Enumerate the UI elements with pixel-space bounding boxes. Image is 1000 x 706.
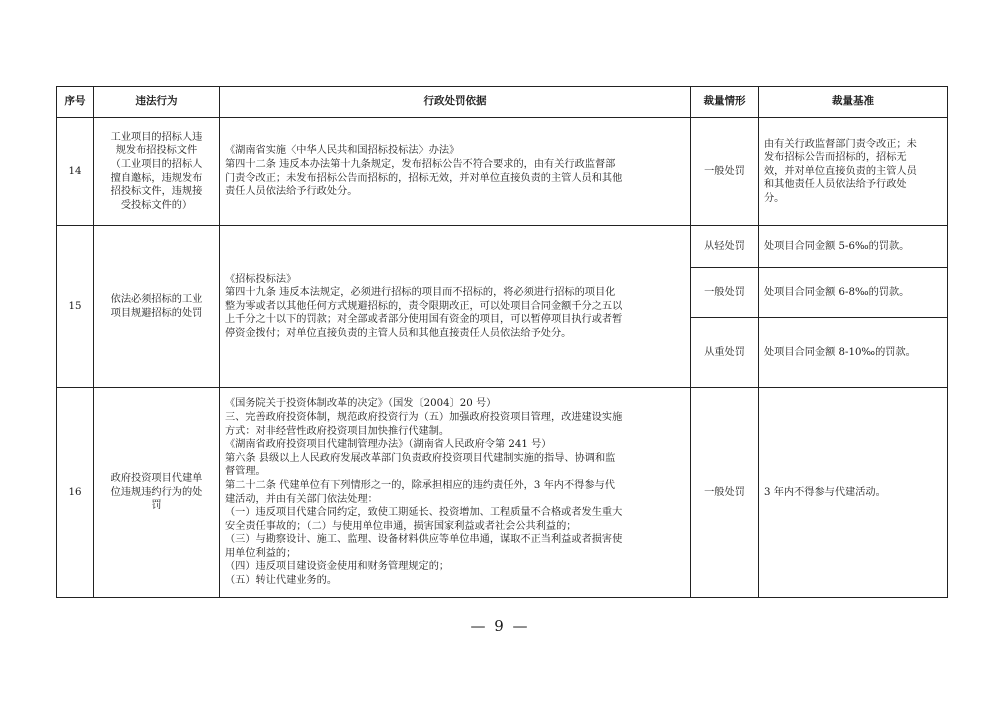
text-line: （四）违反项目建设资金使用和财务管理规定的； (225, 561, 450, 573)
text-line: 督管理。 (225, 466, 266, 478)
text-line: 受投标文件的） (120, 199, 193, 211)
cell-situation: 一般处罚 (691, 268, 759, 318)
page-number: — 9 — (470, 617, 530, 635)
text-line: 第六条 县级以上人民政府发展改革部门负责政府投资项目代建制实施的指导、协调和监 (225, 452, 616, 464)
text-line: （一）违反项目代建合同约定，致使工期延长、投资增加、工程质量不合格或者发生重大 (225, 507, 623, 519)
cell-row-number: 16 (57, 388, 94, 598)
text-line: 位违规违约行为的处 (110, 486, 203, 498)
header-situation: 裁量情形 (691, 87, 759, 118)
cell-situation: 从重处罚 (691, 318, 759, 388)
text-line: （三）与勘察设计、施工、监理、设备材料供应等单位串通，谋取不正当利益或者损害使 (225, 534, 623, 546)
text-line: 责任人员依法给予行政处分。 (225, 186, 358, 198)
cell-legal-basis (220, 118, 691, 226)
header-no: 序号 (57, 87, 94, 118)
cell-standard (759, 318, 948, 388)
text-line: 擅自邀标，违规发布 (110, 172, 203, 184)
table-row (57, 226, 948, 268)
penalty-table (56, 86, 948, 598)
text-line: 《湖南省实施〈中华人民共和国招标投标法〉办法》 (225, 145, 460, 157)
cell-standard (759, 226, 948, 268)
cell-standard (759, 388, 948, 598)
text-line: 政府投资项目代建单 (110, 473, 203, 485)
text-line: 用单位利益的； (225, 547, 297, 559)
text-line: 第二十二条 代建单位有下列情形之一的，除承担相应的违约责任外，3 年内不得参与代 (225, 479, 615, 491)
text-line: 安全责任事故的；（二）与使用单位串通，损害国家利益或者社会公共利益的； (225, 520, 577, 532)
text-line: 第四十二条 违反本办法第十九条规定，发布招标公告不符合要求的，由有关行政监督部 (225, 158, 616, 170)
header-row (57, 87, 948, 118)
text-line: （工业项目的招标人 (110, 158, 203, 170)
text-line: （五）转让代建业务的。 (225, 575, 338, 587)
cell-legal-basis (220, 226, 691, 388)
text-line: 三、完善政府投资体制，规范政府投资行为（五）加强政府投资项目管理，改进建设实施 (225, 411, 623, 423)
text-line: 方式：对非经营性政府投资项目加快推行代建制。 (225, 425, 450, 437)
cell-violation (94, 388, 220, 598)
text-line: 门责令改正；未发布招标公告而招标的，招标无效，并对单位直接负责的主管人员和其他 (225, 172, 623, 184)
text-line: 3 年内不得参与代建活动。 (764, 486, 886, 498)
header-basis: 行政处罚依据 (220, 87, 691, 118)
cell-violation (94, 118, 220, 226)
cell-standard (759, 268, 948, 318)
cell-row-number: 14 (57, 118, 94, 226)
cell-legal-basis (220, 388, 691, 598)
text-line: 依法必须招标的工业 (110, 293, 203, 305)
text-line: 《国务院关于投资体制改革的决定》（国发〔2004〕20 号） (225, 398, 497, 410)
cell-situation: 一般处罚 (691, 388, 759, 598)
table-row (57, 118, 948, 226)
cell-standard (759, 118, 948, 226)
text-line: 《招标投标法》 (225, 273, 297, 285)
text-line: 建活动，并由有关部门依法处理： (225, 493, 378, 505)
text-line: 处项目合同金额 6-8‰的罚款。 (764, 286, 910, 298)
cell-violation (94, 226, 220, 388)
text-line: 处项目合同金额 5-6‰的罚款。 (764, 240, 910, 252)
text-line: 上千分之十以下的罚款；对全部或者部分使用国有资金的项目，可以暂停项目执行或者暂 (225, 314, 623, 326)
cell-row-number: 15 (57, 226, 94, 388)
cell-situation: 一般处罚 (691, 118, 759, 226)
text-line: 项目规避招标的处罚 (110, 307, 203, 319)
text-line: 和其他责任人员依法给予行政处 (764, 179, 907, 191)
text-line: 招投标文件，违规接 (110, 186, 203, 198)
text-line: 由有关行政监督部门责令改正；未 (764, 138, 917, 150)
text-line: 停资金拨付；对单位直接负责的主管人员和其他直接责任人员依法给予处分。 (225, 327, 572, 339)
text-line: 罚 (151, 500, 162, 512)
text-line: 《湖南省政府投资项目代建制管理办法》（湖南省人民政府令第 241 号） (225, 439, 552, 451)
header-act: 违法行为 (94, 87, 220, 118)
text-line: 效，并对单位直接负责的主管人员 (764, 165, 917, 177)
text-line: 整为零或者以其他任何方式规避招标的，责令限期改正，可以处项目合同金额千分之五以 (225, 300, 623, 312)
cell-situation: 从轻处罚 (691, 226, 759, 268)
header-standard: 裁量基准 (759, 87, 948, 118)
text-line: 处项目合同金额 8-10‰的罚款。 (764, 346, 916, 358)
table-row (57, 388, 948, 598)
text-line: 规发布招投标文件 (115, 145, 198, 157)
text-line: 工业项目的招标人违 (110, 131, 203, 143)
text-line: 发布招标公告而招标的，招标无 (764, 152, 907, 164)
text-line: 分。 (764, 192, 785, 204)
text-line: 第四十九条 违反本法规定，必须进行招标的项目而不招标的，将必须进行招标的项目化 (225, 287, 616, 299)
